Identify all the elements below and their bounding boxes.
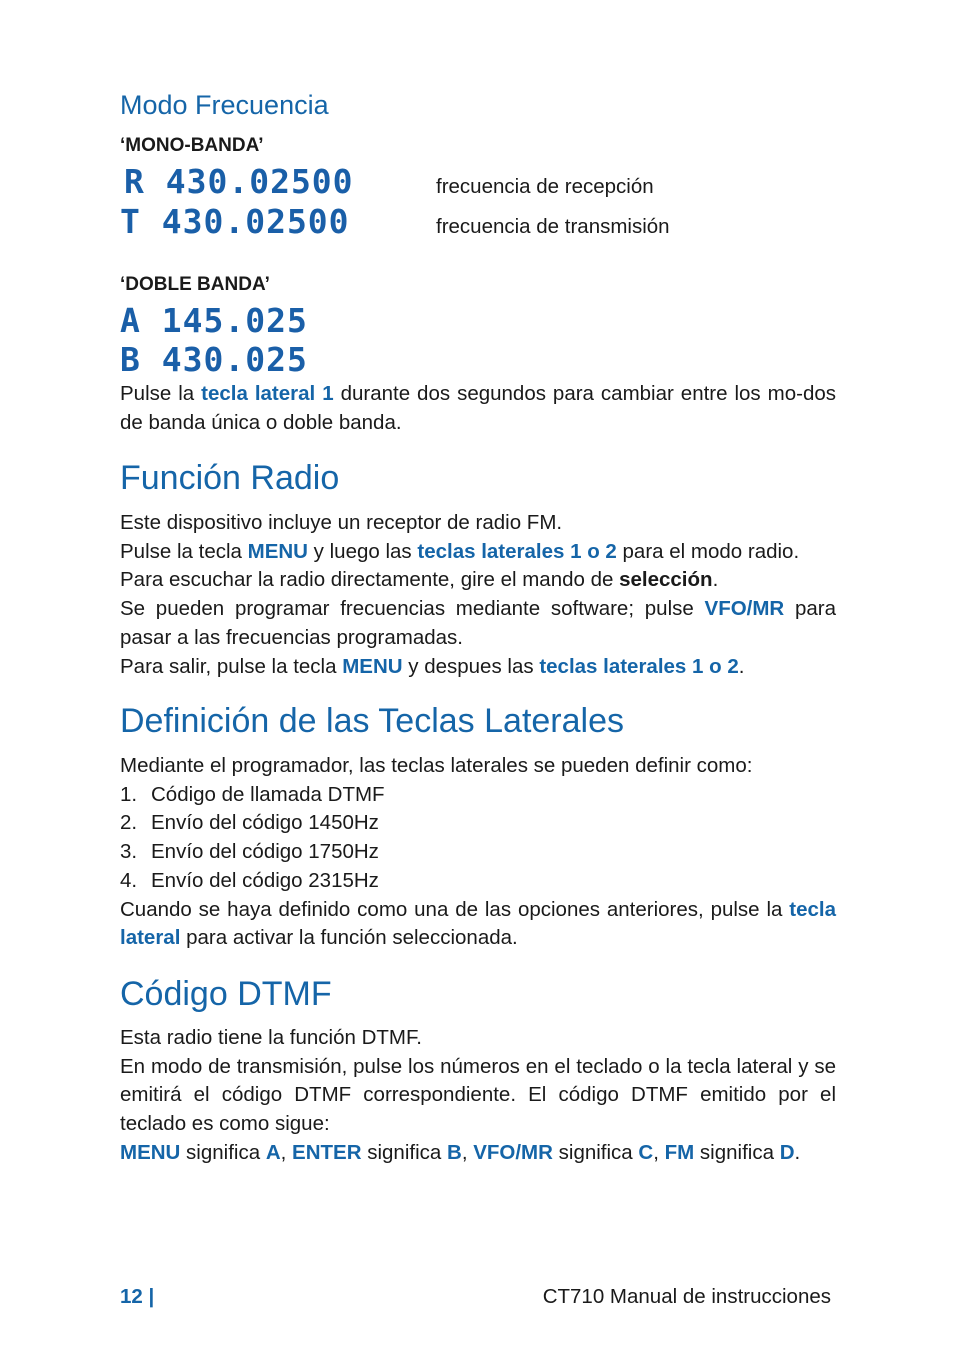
lcd-line-t: T 430.02500 (120, 202, 350, 241)
section-title-codigo-dtmf: Código DTMF (120, 975, 332, 1013)
note-transmision: frecuencia de transmisión (436, 215, 670, 238)
dtmf-value-d: D (779, 1140, 795, 1164)
text-run: significa (552, 1140, 639, 1164)
text-run: Pulse la tecla (120, 539, 248, 563)
page-number: 12 | (120, 1285, 155, 1308)
teclas-list (120, 781, 836, 896)
key-teclas-laterales: teclas laterales 1 o 2 (539, 654, 739, 678)
text-run: . (738, 654, 745, 678)
bold-seleccion: selección (619, 568, 713, 592)
dtmf-value-a: A (265, 1140, 281, 1164)
key-vfo-mr: VFO/MR (473, 1140, 553, 1164)
text-run: para el modo radio. (616, 539, 800, 563)
text-run: , (461, 1140, 474, 1164)
list-text: Envío del código 1450Hz (151, 811, 379, 835)
key-menu: MENU (120, 1140, 181, 1164)
text-run: significa (180, 1140, 266, 1164)
text-run: Para salir, pulse la tecla (120, 654, 343, 678)
text-run: durante dos segundos para cambiar entre los mo-dos de banda única o doble banda. (120, 382, 836, 434)
text-run: Cuando se haya definido como una de las opciones anteriores, pulse la (120, 897, 790, 921)
text-run: significa (361, 1140, 447, 1164)
list-item (120, 867, 836, 896)
key-tecla-lateral-1: tecla lateral 1 (201, 382, 334, 405)
dtmf-paragraph: En modo de transmisión, pulse los números en el teclado o la tecla lateral y se emitirá el código DTMF correspondiente. El código DTMF emitido por el teclado es como sigue: (120, 1054, 836, 1136)
dtmf-line: Esta radio tiene la función DTMF. (120, 1026, 422, 1049)
dtmf-value-b: B (447, 1140, 462, 1164)
footer-title: CT710 Manual de instrucciones (542, 1285, 831, 1308)
text-run: . (712, 568, 719, 592)
radio-line (120, 566, 836, 595)
text-run: y despues las (402, 654, 540, 678)
text-run: y luego las (307, 539, 418, 563)
key-teclas-laterales: teclas laterales 1 o 2 (417, 539, 617, 563)
text-run: , (280, 1140, 293, 1164)
text-run: , (653, 1140, 665, 1164)
list-text: Código de llamada DTMF (151, 782, 385, 806)
text-run: para activar la función seleccionada. (180, 926, 518, 950)
lcd-line-r: R 430.02500 (124, 162, 354, 201)
teclas-body (120, 752, 836, 953)
key-fm: FM (664, 1140, 695, 1164)
list-item (120, 838, 836, 867)
key-tecla-lateral: tecla lateral (120, 897, 836, 950)
list-item (120, 781, 836, 810)
key-vfo-mr: VFO/MR (704, 597, 785, 621)
dtmf-mapping (120, 1139, 836, 1168)
lcd-line-b: B 430.025 (120, 340, 308, 379)
modo-frecuencia-paragraph (120, 380, 836, 437)
teclas-intro: Mediante el programador, las teclas laterales se pueden definir como: (120, 754, 753, 777)
radio-line (120, 595, 836, 652)
section-title-funcion-radio: Función Radio (120, 459, 340, 497)
radio-line: Este dispositivo incluye un receptor de radio FM. (120, 511, 563, 534)
list-text: Envío del código 1750Hz (151, 840, 379, 864)
radio-body (120, 509, 836, 681)
text-run: . (794, 1140, 801, 1164)
text-run: significa (694, 1140, 780, 1164)
doble-banda-label: ‘DOBLE BANDA’ (120, 274, 270, 295)
note-recepcion: frecuencia de recepción (436, 175, 654, 198)
list-text: Envío del código 2315Hz (151, 868, 379, 892)
radio-line (120, 653, 836, 682)
dtmf-body (120, 1024, 836, 1168)
text-run: para pasar a las frecuencias programadas. (120, 597, 836, 649)
mono-banda-label: ‘MONO-BANDA’ (120, 135, 264, 156)
key-menu: MENU (342, 654, 403, 678)
key-menu: MENU (247, 539, 308, 563)
teclas-outro (120, 896, 836, 953)
key-enter: ENTER (292, 1140, 362, 1164)
list-item (120, 809, 836, 838)
radio-line (120, 538, 836, 567)
lcd-line-a: A 145.025 (120, 301, 308, 340)
text-run: Para escuchar la radio directamente, gire el mando de (120, 568, 620, 592)
dtmf-value-c: C (638, 1140, 654, 1164)
section-subtitle-modo-frecuencia: Modo Frecuencia (120, 90, 329, 120)
list-number: 2. (120, 811, 138, 835)
text-run: Se pueden programar frecuencias mediante software; pulse (120, 597, 705, 621)
list-number: 1. (120, 782, 138, 806)
list-number: 4. (120, 868, 138, 892)
section-title-teclas-laterales: Definición de las Teclas Laterales (120, 702, 624, 740)
text-run: Pulse la (120, 382, 202, 405)
list-number: 3. (120, 840, 138, 864)
